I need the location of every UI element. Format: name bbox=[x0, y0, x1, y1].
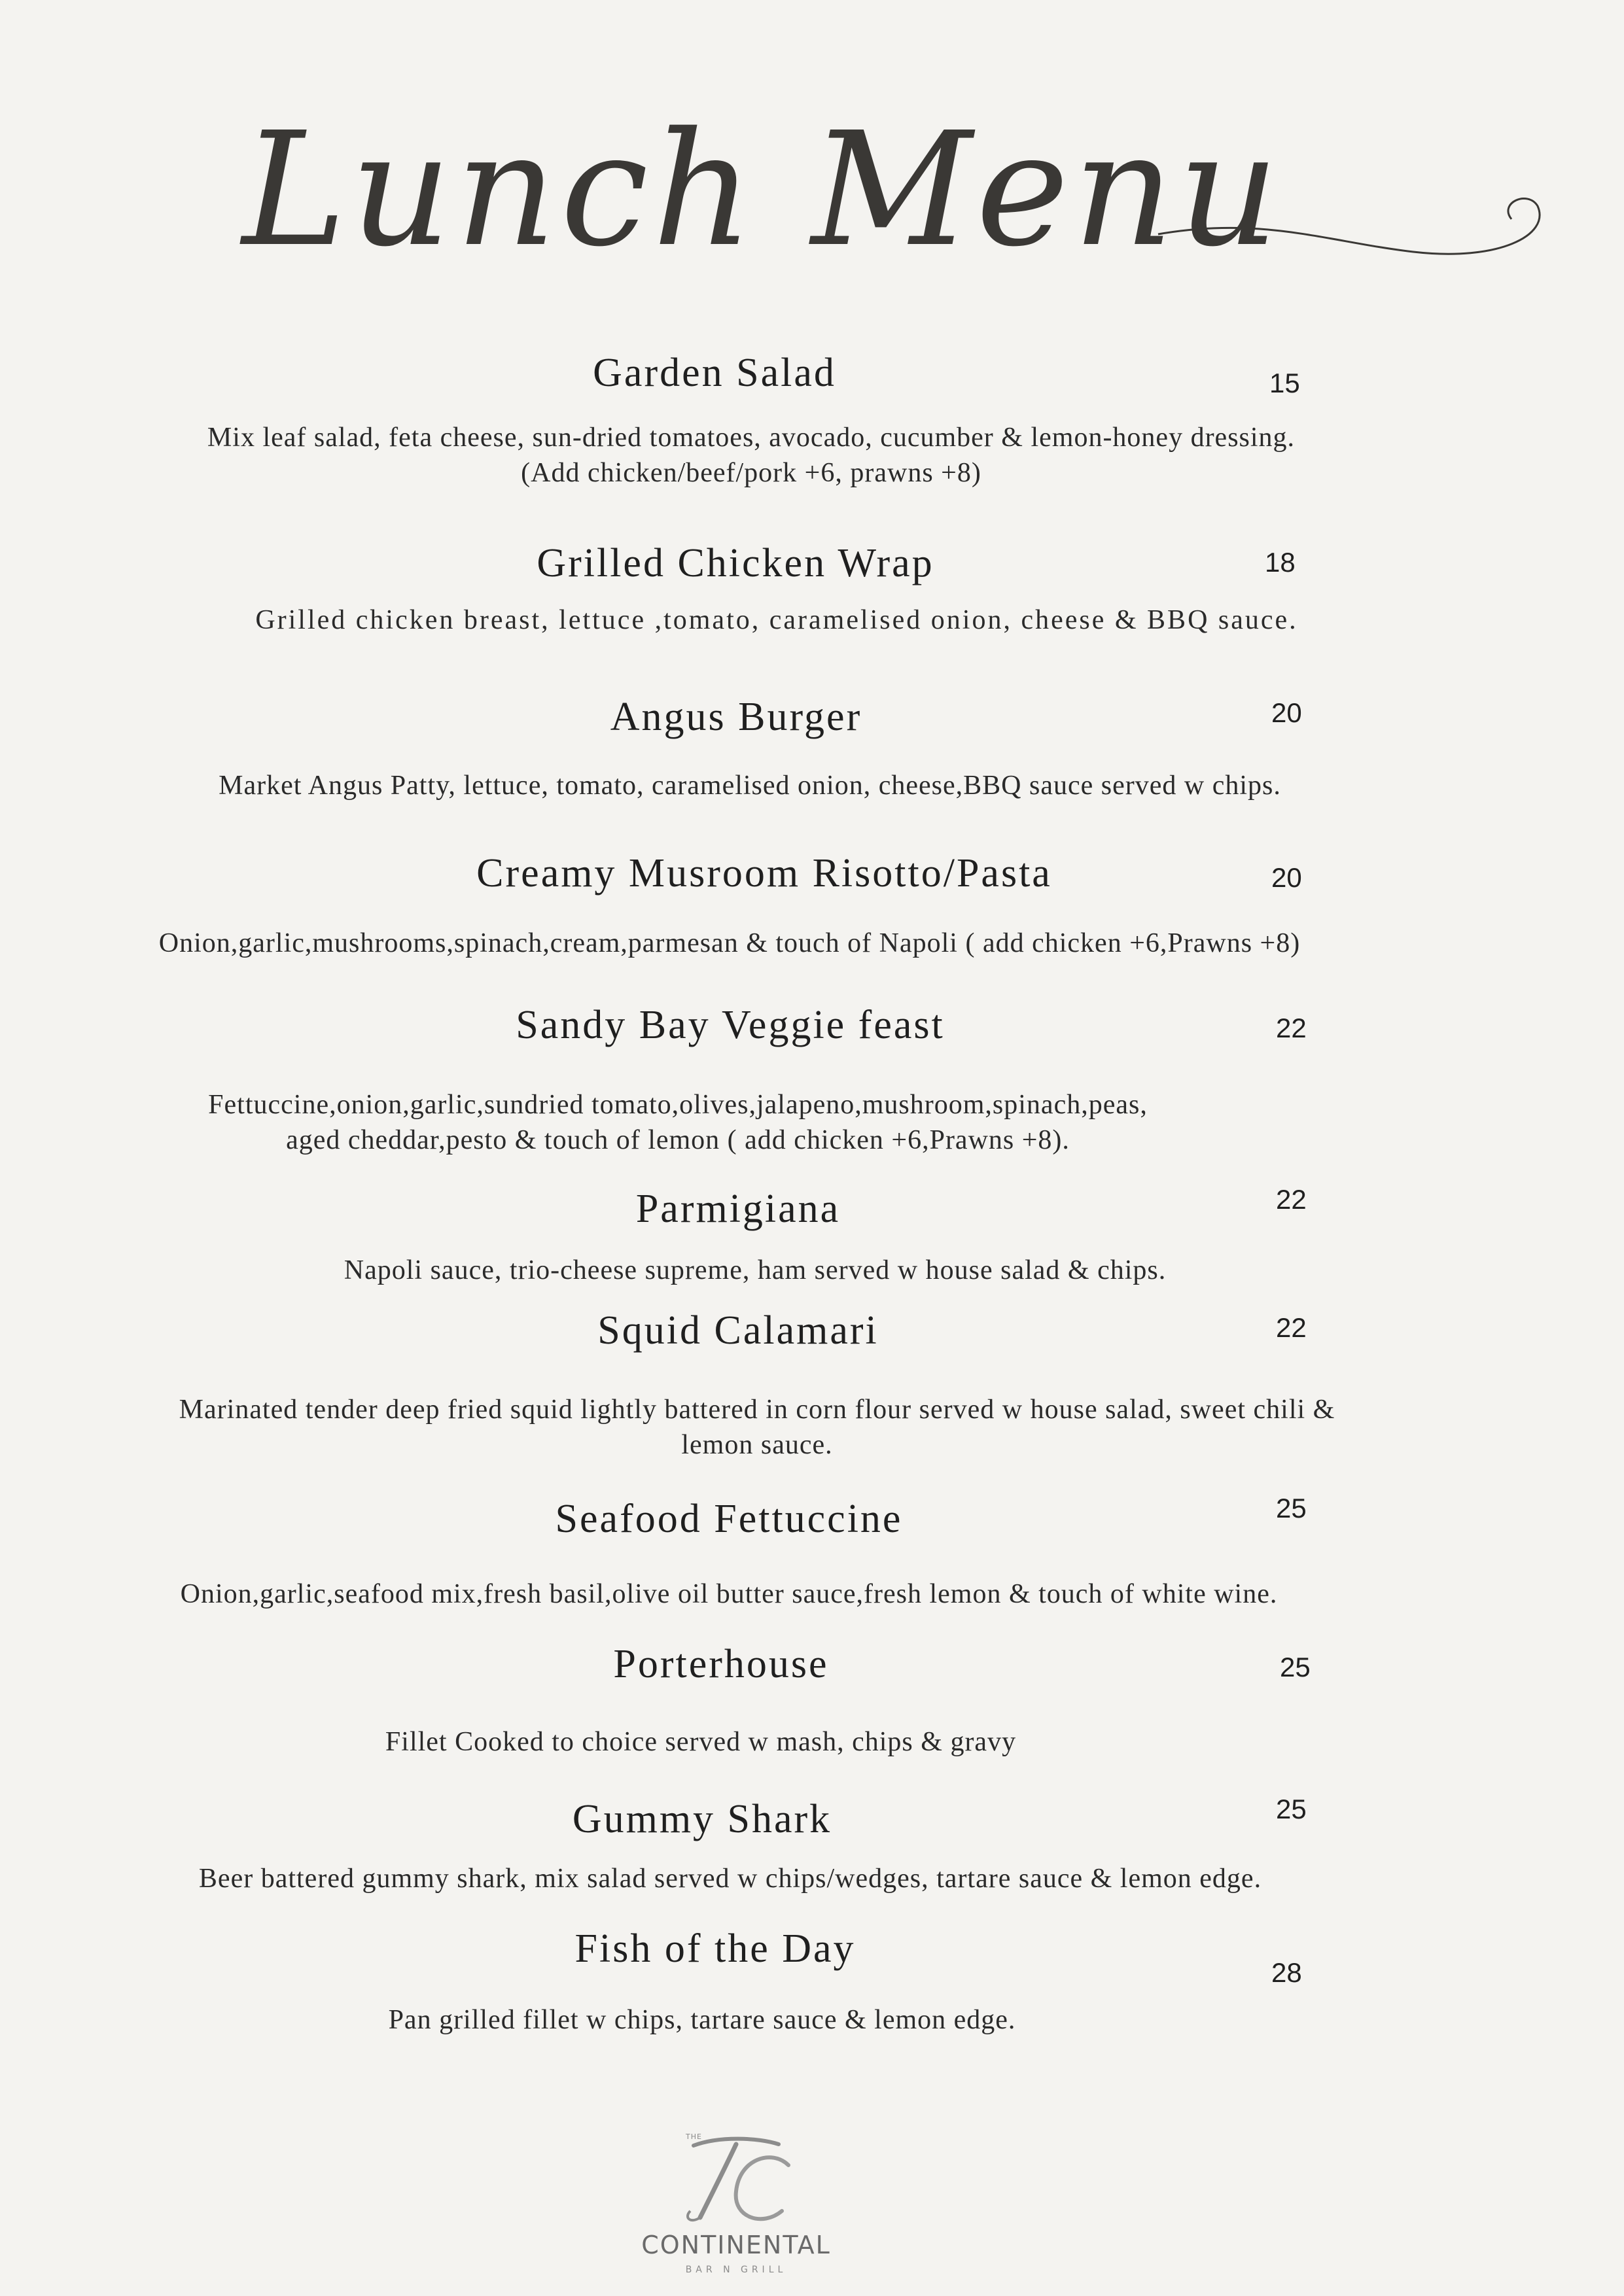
item-price-gummy-shark: 25 bbox=[1276, 1794, 1307, 1824]
item-desc-grilled-chicken-wrap: Grilled chicken breast, lettuce ,tomato, caramelised onion, cheese & BBQ sauce. bbox=[255, 605, 1298, 635]
item-price-parmigiana: 22 bbox=[1276, 1184, 1307, 1215]
item-name-creamy-mushroom-risotto: Creamy Musroom Risotto/Pasta bbox=[476, 851, 1052, 896]
item-price-seafood-fettuccine: 25 bbox=[1276, 1493, 1307, 1523]
item-name-garden-salad: Garden Salad bbox=[593, 351, 836, 395]
item-name-parmigiana: Parmigiana bbox=[635, 1187, 841, 1231]
page-title: Lunch Menu bbox=[242, 98, 1283, 281]
item-desc-garden-salad: Mix leaf salad, feta cheese, sun-dried tomatoes, avocado, cucumber & lemon-honey dressing. (Add chicken/beef/pork +6, prawns +8) bbox=[207, 423, 1296, 488]
logo-the: THE bbox=[686, 2132, 702, 2141]
item-desc-parmigiana: Napoli sauce, trio-cheese supreme, ham served w house salad & chips. bbox=[344, 1255, 1167, 1285]
logo-subtitle: BAR N GRILL bbox=[685, 2265, 787, 2275]
item-price-porterhouse: 25 bbox=[1280, 1652, 1311, 1682]
item-desc-sandy-bay-veggie-feast: Fettuccine,onion,garlic,sundried tomato,olives,jalapeno,mushroom,spinach,peas, aged cheddar,pesto & touch of lemon ( add chicken +6,Prawns +8). bbox=[208, 1090, 1148, 1155]
continental-logo bbox=[628, 2119, 844, 2283]
menu-title-block bbox=[216, 92, 1557, 288]
item-desc-porterhouse: Fillet Cooked to choice served w mash, chips & gravy bbox=[385, 1727, 1017, 1757]
item-price-angus-burger: 20 bbox=[1271, 697, 1302, 728]
item-desc-squid-calamari: Marinated tender deep fried squid lightly battered in corn flour served w house salad, sweet chili & lemon sauce. bbox=[179, 1395, 1335, 1460]
item-name-seafood-fettuccine: Seafood Fettuccine bbox=[555, 1497, 903, 1541]
item-price-creamy-mushroom-risotto: 20 bbox=[1271, 862, 1302, 893]
tc-monogram-icon bbox=[628, 2119, 844, 2231]
item-price-grilled-chicken-wrap: 18 bbox=[1265, 547, 1296, 578]
item-price-fish-of-the-day: 28 bbox=[1271, 1957, 1302, 1988]
item-desc-angus-burger: Market Angus Patty, lettuce, tomato, caramelised onion, cheese,BBQ sauce served w chips. bbox=[219, 771, 1281, 801]
item-desc-gummy-shark: Beer battered gummy shark, mix salad served w chips/wedges, tartare sauce & lemon edge. bbox=[198, 1864, 1262, 1894]
item-name-grilled-chicken-wrap: Grilled Chicken Wrap bbox=[537, 541, 934, 585]
item-price-garden-salad: 15 bbox=[1269, 368, 1300, 398]
item-price-sandy-bay-veggie-feast: 22 bbox=[1276, 1013, 1307, 1043]
logo-name: CONTINENTAL bbox=[641, 2231, 831, 2259]
item-name-porterhouse: Porterhouse bbox=[613, 1642, 829, 1686]
item-desc-seafood-fettuccine: Onion,garlic,seafood mix,fresh basil,olive oil butter sauce,fresh lemon & touch of white wine. bbox=[180, 1579, 1278, 1609]
item-name-fish-of-the-day: Fish of the Day bbox=[574, 1926, 856, 1971]
item-name-gummy-shark: Gummy Shark bbox=[572, 1797, 832, 1841]
item-name-squid-calamari: Squid Calamari bbox=[597, 1308, 879, 1353]
item-desc-fish-of-the-day: Pan grilled fillet w chips, tartare sauce & lemon edge. bbox=[388, 2005, 1016, 2035]
item-price-squid-calamari: 22 bbox=[1276, 1312, 1307, 1343]
item-name-angus-burger: Angus Burger bbox=[610, 695, 862, 739]
item-desc-creamy-mushroom-risotto: Onion,garlic,mushrooms,spinach,cream,parmesan & touch of Napoli ( add chicken +6,Prawns +8) bbox=[158, 928, 1301, 958]
item-name-sandy-bay-veggie-feast: Sandy Bay Veggie feast bbox=[516, 1003, 945, 1047]
